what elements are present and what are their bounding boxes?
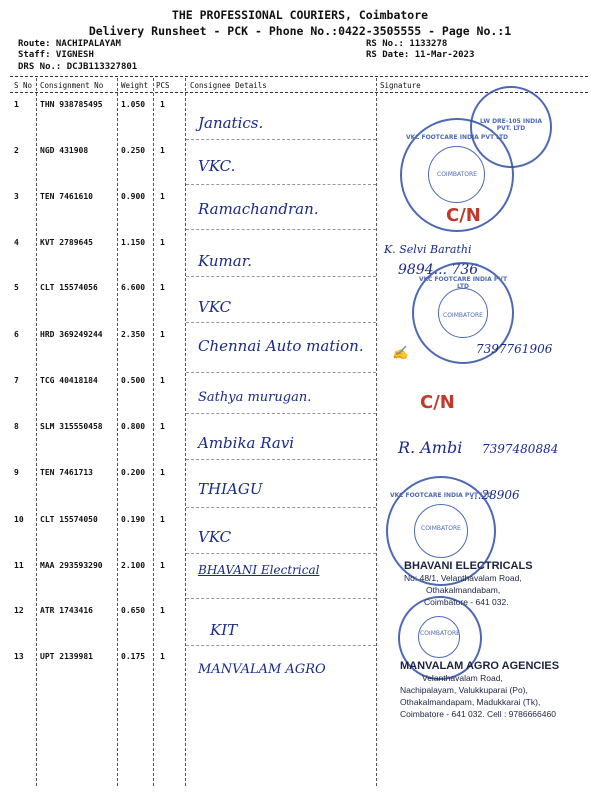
stamp-text: VKC FOOTCARE INDIA PVT LTD (418, 276, 508, 290)
row-separator (186, 459, 376, 460)
col-divider (36, 78, 37, 786)
row-pcs: 1 (160, 330, 165, 339)
cn-mark: C/N (420, 392, 455, 413)
signature-text: K. Selvi Barathi (384, 243, 472, 256)
row-separator (186, 372, 376, 373)
row-sno: 9 (14, 468, 19, 477)
consignee-name: KIT (210, 621, 238, 639)
consignee-name: Chennai Auto mation. (198, 337, 364, 355)
header-rule-top (10, 76, 588, 77)
row-sno: 12 (14, 606, 24, 615)
consignee-name: Ambika Ravi (198, 434, 295, 452)
stamp-text: VKC FOOTCARE INDIA PVT LTD (405, 134, 509, 141)
row-weight: 0.190 (121, 515, 146, 524)
row-consignment: THN 938785495 (40, 100, 103, 109)
row-separator (186, 276, 376, 277)
row-pcs: 1 (160, 146, 165, 155)
consignee-name: THIAGU (198, 480, 263, 498)
document-subtitle: Delivery Runsheet - PCK - Phone No.:0422-3505555 - Page No.:1 (88, 24, 512, 38)
consignee-name: Janatics. (198, 114, 264, 132)
row-weight: 0.200 (121, 468, 146, 477)
manvalam-stamp (400, 660, 595, 720)
rs-date: RS Date: 11-Mar-2023 (366, 50, 475, 60)
business-address: Coimbatore - 641 032. Cell : 9786666460 (400, 709, 556, 719)
row-pcs: 1 (160, 515, 165, 524)
row-weight: 2.350 (121, 330, 146, 339)
row-consignment: ATR 1743416 (40, 606, 93, 615)
row-pcs: 1 (160, 283, 165, 292)
row-pcs: 1 (160, 468, 165, 477)
row-separator (186, 413, 376, 414)
business-address: Nachipalayam, Valukkuparai (Po), (400, 685, 528, 695)
col-weight: Weight (121, 81, 149, 90)
consignee-name: BHAVANI Electrical (198, 563, 320, 577)
row-sno: 5 (14, 283, 19, 292)
row-pcs: 1 (160, 652, 165, 661)
row-separator (186, 184, 376, 185)
stamp-text: VKC FOOTCARE INDIA PVT LTD (389, 492, 493, 499)
row-consignment: CLT 15574050 (40, 515, 98, 524)
row-separator (186, 507, 376, 508)
row-consignment: MAA 293593290 (40, 561, 103, 570)
rs-number: RS No.: 1133278 (366, 39, 448, 49)
row-sno: 7 (14, 376, 19, 385)
stamp-text: LW DRE-105 INDIA PVT. LTD (480, 118, 542, 132)
stamp-inner-ring (428, 146, 485, 203)
row-consignment: SLM 315550458 (40, 422, 103, 431)
business-address: Coimbatore - 641 032. (424, 597, 509, 607)
row-consignment: NGD 431908 (40, 146, 89, 155)
row-sno: 13 (14, 652, 24, 661)
col-divider (153, 78, 154, 786)
row-consignment: CLT 15574056 (40, 283, 98, 292)
stamp-city: COIMBATORE (421, 525, 461, 532)
phone-handwritten: 7397761906 (476, 342, 553, 356)
row-consignment: HRD 369249244 (40, 330, 103, 339)
row-consignment: TCG 40418184 (40, 376, 98, 385)
row-sno: 2 (14, 146, 19, 155)
row-pcs: 1 (160, 100, 165, 109)
business-name: MANVALAM AGRO AGENCIES (400, 660, 560, 672)
row-weight: 1.150 (121, 238, 146, 247)
stamp-city: COIMBATORE (437, 171, 477, 178)
row-weight: 2.100 (121, 561, 146, 570)
row-pcs: 1 (160, 422, 165, 431)
row-weight: 0.900 (121, 192, 146, 201)
row-sno: 8 (14, 422, 19, 431)
business-name: BHAVANI ELECTRICALS (404, 560, 533, 572)
consignee-name: Kumar. (198, 252, 252, 270)
route-label: Route: NACHIPALAYAM (18, 39, 121, 49)
stamp-inner-ring (414, 504, 468, 558)
business-address: Othakalmandapam, Madukkarai (Tk), (400, 697, 541, 707)
row-separator (186, 229, 376, 230)
signature-text: R. Ambi (398, 438, 463, 457)
row-pcs: 1 (160, 606, 165, 615)
stamp-inner-ring (418, 616, 460, 658)
business-address: No: 48/1, Velanthavalam Road, (404, 573, 522, 583)
business-address: Velanthavalam Road, (422, 673, 503, 683)
cn-mark: C/N (446, 205, 481, 226)
document-title: THE PROFESSIONAL COURIERS, Coimbatore (171, 8, 429, 22)
col-pcs: PCS (156, 81, 170, 90)
row-consignment: KVT 2789645 (40, 238, 93, 247)
col-consignee: Consignee Details (190, 81, 267, 90)
col-divider (376, 78, 377, 786)
row-consignment: TEN 7461713 (40, 468, 93, 477)
row-separator (186, 322, 376, 323)
row-pcs: 1 (160, 238, 165, 247)
business-address: Othakalmandabam, (426, 585, 501, 595)
stamp-inner-ring (438, 288, 488, 338)
row-weight: 0.250 (121, 146, 146, 155)
row-sno: 3 (14, 192, 19, 201)
staff-label: Staff: VIGNESH (18, 50, 94, 60)
row-pcs: 1 (160, 376, 165, 385)
row-consignment: TEN 7461610 (40, 192, 93, 201)
signature-scribble: ✍ (392, 346, 409, 361)
consignee-name: Ramachandran. (198, 200, 319, 218)
row-separator (186, 645, 376, 646)
phone-handwritten: ...28906 (470, 488, 520, 502)
phone-handwritten: 7397480884 (482, 442, 559, 456)
consignee-name: VKC (198, 298, 232, 316)
stamp-city: COIMBATORE (420, 630, 460, 637)
row-pcs: 1 (160, 192, 165, 201)
consignee-name: MANVALAM AGRO (198, 662, 326, 677)
row-sno: 11 (14, 561, 24, 570)
row-pcs: 1 (160, 561, 165, 570)
row-sno: 10 (14, 515, 24, 524)
row-consignment: UPT 2139981 (40, 652, 93, 661)
stamp-city: COIMBATORE (443, 312, 483, 319)
row-weight: 0.650 (121, 606, 146, 615)
col-consignment: Consignment No (40, 81, 104, 90)
row-separator (186, 598, 376, 599)
row-separator (186, 553, 376, 554)
row-weight: 0.175 (121, 652, 146, 661)
col-sno: S No (14, 81, 33, 90)
row-sno: 6 (14, 330, 19, 339)
row-separator (186, 139, 376, 140)
row-weight: 6.600 (121, 283, 146, 292)
row-sno: 4 (14, 238, 19, 247)
row-sno: 1 (14, 100, 19, 109)
col-divider (117, 78, 118, 786)
row-weight: 1.050 (121, 100, 146, 109)
row-weight: 0.500 (121, 376, 146, 385)
phone-handwritten: 9894... 736 (398, 262, 479, 278)
drs-label: DRS No.: DCJB113327801 (18, 62, 138, 72)
consignee-name: VKC (198, 528, 232, 546)
consignee-name: Sathya murugan. (198, 390, 312, 405)
row-weight: 0.800 (121, 422, 146, 431)
col-signature: Signature (380, 81, 421, 90)
consignee-name: VKC. (198, 157, 236, 175)
